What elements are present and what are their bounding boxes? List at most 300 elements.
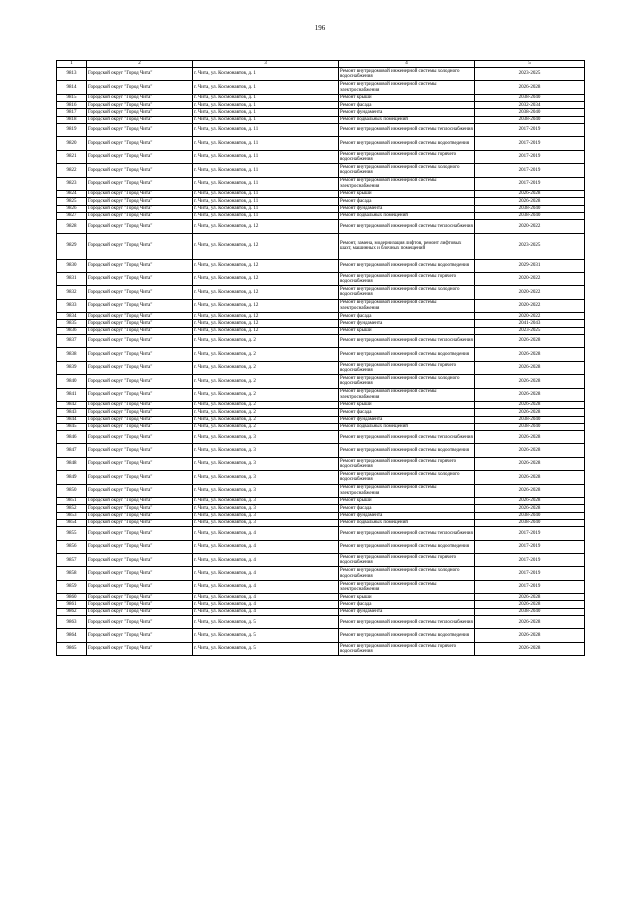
row-number: 9854 [57, 519, 87, 526]
municipality-cell: Городской округ "Город Чита" [87, 642, 193, 655]
row-number: 9848 [57, 457, 87, 470]
address-cell: г. Чита, ул. Космонавтов, д. 4 [193, 608, 339, 615]
period-cell: 2026-2028 [475, 601, 585, 608]
address-cell: г. Чита, ул. Космонавтов, д. 3 [193, 431, 339, 444]
work-type-cell: Ремонт внутридомовой инженерной системы теплоснабжения [339, 527, 475, 540]
work-type-cell: Ремонт внутридомовой инженерной системы теплоснабжения [339, 123, 475, 136]
period-cell: 2038-2040 [475, 608, 585, 615]
municipality-cell: Городской округ "Город Чита" [87, 313, 193, 320]
row-number: 9865 [57, 642, 87, 655]
address-cell: г. Чита, ул. Космонавтов, д. 12 [193, 299, 339, 312]
row-number: 9853 [57, 512, 87, 519]
address-cell: г. Чита, ул. Космонавтов, д. 4 [193, 527, 339, 540]
address-cell: г. Чита, ул. Космонавтов, д. 1 [193, 68, 339, 81]
period-cell: 2017-2019 [475, 123, 585, 136]
period-cell: 2026-2028 [475, 409, 585, 416]
work-type-cell: Ремонт внутридомовой инженерной системы теплоснабжения [339, 334, 475, 347]
address-cell: г. Чита, ул. Космонавтов, д. 1 [193, 116, 339, 123]
address-cell: г. Чита, ул. Космонавтов, д. 11 [193, 177, 339, 190]
municipality-cell: Городской округ "Город Чита" [87, 484, 193, 497]
address-cell: г. Чита, ул. Космонавтов, д. 3 [193, 512, 339, 519]
municipality-cell: Городской округ "Город Чита" [87, 409, 193, 416]
period-cell: 2038-2040 [475, 205, 585, 212]
period-cell: 2020-2022 [475, 299, 585, 312]
address-cell: г. Чита, ул. Космонавтов, д. 12 [193, 233, 339, 259]
work-type-cell: Ремонт фасада [339, 198, 475, 205]
row-number: 9834 [57, 313, 87, 320]
row-number: 9833 [57, 299, 87, 312]
row-number: 9835 [57, 320, 87, 327]
period-cell: 2026-2028 [475, 81, 585, 94]
work-type-cell: Ремонт внутридомовой инженерной системы теплоснабжения [339, 431, 475, 444]
municipality-cell: Городской округ "Город Чита" [87, 116, 193, 123]
row-number: 9852 [57, 505, 87, 512]
municipality-cell: Городской округ "Город Чита" [87, 348, 193, 361]
municipality-cell: Городской округ "Город Чита" [87, 123, 193, 136]
table-row [57, 431, 585, 444]
municipality-cell: Городской округ "Город Чита" [87, 68, 193, 81]
period-cell: 2017-2019 [475, 554, 585, 567]
work-type-cell: Ремонт внутридомовой инженерной системы электроснабжения [339, 388, 475, 401]
table-body [57, 68, 585, 656]
address-cell: г. Чита, ул. Космонавтов, д. 5 [193, 629, 339, 642]
address-cell: г. Чита, ул. Космонавтов, д. 2 [193, 416, 339, 423]
municipality-cell: Городской округ "Город Чита" [87, 299, 193, 312]
address-cell: г. Чита, ул. Космонавтов, д. 2 [193, 401, 339, 408]
row-number: 9818 [57, 116, 87, 123]
work-type-cell: Ремонт внутридомовой инженерной системы электроснабжения [339, 484, 475, 497]
table-row [57, 164, 585, 177]
work-type-cell: Ремонт внутридомовой инженерной системы холодного водоснабжения [339, 471, 475, 484]
work-type-cell: Ремонт подвальных помещений [339, 212, 475, 219]
period-cell: 2026-2028 [475, 361, 585, 374]
row-number: 9839 [57, 361, 87, 374]
row-number: 9857 [57, 554, 87, 567]
municipality-cell: Городской округ "Город Чита" [87, 567, 193, 580]
period-cell: 2020-2022 [475, 272, 585, 285]
period-cell: 2017-2019 [475, 580, 585, 593]
work-type-cell: Ремонт внутридомовой инженерной системы водоотведения [339, 137, 475, 150]
table-row [57, 601, 585, 608]
table-header-row [57, 61, 585, 68]
work-type-cell: Ремонт внутридомовой инженерной системы горячего водоснабжения [339, 361, 475, 374]
table-row [57, 327, 585, 334]
address-cell: г. Чита, ул. Космонавтов, д. 4 [193, 540, 339, 553]
period-cell: 2038-2040 [475, 212, 585, 219]
period-cell: 2017-2019 [475, 567, 585, 580]
table-row [57, 286, 585, 299]
period-cell: 2026-2028 [475, 388, 585, 401]
period-cell: 2038-2040 [475, 109, 585, 116]
municipality-cell: Городской округ "Город Чита" [87, 629, 193, 642]
address-cell: г. Чита, ул. Космонавтов, д. 1 [193, 109, 339, 116]
row-number: 9846 [57, 431, 87, 444]
row-number: 9819 [57, 123, 87, 136]
table-row [57, 512, 585, 519]
table-row [57, 580, 585, 593]
municipality-cell: Городской округ "Город Чита" [87, 286, 193, 299]
row-number: 9845 [57, 423, 87, 430]
work-type-cell: Ремонт внутридомовой инженерной системы холодного водоснабжения [339, 68, 475, 81]
row-number: 9850 [57, 484, 87, 497]
address-cell: г. Чита, ул. Космонавтов, д. 2 [193, 409, 339, 416]
repair-schedule-table [56, 60, 585, 656]
address-cell: г. Чита, ул. Космонавтов, д. 12 [193, 220, 339, 233]
period-cell: 2038-2040 [475, 519, 585, 526]
table-row [57, 116, 585, 123]
work-type-cell: Ремонт внутридомовой инженерной системы холодного водоснабжения [339, 286, 475, 299]
table-row [57, 423, 585, 430]
period-cell: 2017-2019 [475, 527, 585, 540]
table-row [57, 484, 585, 497]
address-cell: г. Чита, ул. Космонавтов, д. 2 [193, 348, 339, 361]
work-type-cell: Ремонт внутридомовой инженерной системы холодного водоснабжения [339, 567, 475, 580]
row-number: 9856 [57, 540, 87, 553]
period-cell: 2023-2025 [475, 68, 585, 81]
work-type-cell: Ремонт внутридомовой инженерной системы горячего водоснабжения [339, 457, 475, 470]
work-type-cell: Ремонт внутридомовой инженерной системы водоотведения [339, 259, 475, 272]
municipality-cell: Городской округ "Город Чита" [87, 505, 193, 512]
header-col-4: 4 [339, 61, 475, 68]
work-type-cell: Ремонт внутридомовой инженерной системы теплоснабжения [339, 220, 475, 233]
work-type-cell: Ремонт подвальных помещений [339, 423, 475, 430]
address-cell: г. Чита, ул. Космонавтов, д. 12 [193, 272, 339, 285]
period-cell: 2038-2040 [475, 512, 585, 519]
period-cell: 2017-2019 [475, 137, 585, 150]
period-cell: 2026-2028 [475, 348, 585, 361]
row-number: 9836 [57, 327, 87, 334]
municipality-cell: Городской округ "Город Чита" [87, 471, 193, 484]
period-cell: 2026-2028 [475, 401, 585, 408]
table-row [57, 205, 585, 212]
work-type-cell: Ремонт внутридомовой инженерной системы электроснабжения [339, 580, 475, 593]
row-number: 9842 [57, 401, 87, 408]
table-row [57, 375, 585, 388]
municipality-cell: Городской округ "Город Чита" [87, 416, 193, 423]
municipality-cell: Городской округ "Город Чита" [87, 608, 193, 615]
row-number: 9837 [57, 334, 87, 347]
table-row [57, 629, 585, 642]
table-row [57, 212, 585, 219]
table-row [57, 313, 585, 320]
period-cell: 2038-2040 [475, 423, 585, 430]
municipality-cell: Городской округ "Город Чита" [87, 327, 193, 334]
municipality-cell: Городской округ "Город Чита" [87, 81, 193, 94]
address-cell: г. Чита, ул. Космонавтов, д. 12 [193, 259, 339, 272]
address-cell: г. Чита, ул. Космонавтов, д. 1 [193, 81, 339, 94]
table-row [57, 361, 585, 374]
work-type-cell: Ремонт внутридомовой инженерной системы водоотведения [339, 444, 475, 457]
row-number: 9851 [57, 498, 87, 505]
row-number: 9823 [57, 177, 87, 190]
municipality-cell: Городской округ "Город Чита" [87, 498, 193, 505]
address-cell: г. Чита, ул. Космонавтов, д. 3 [193, 457, 339, 470]
municipality-cell: Городской округ "Город Чита" [87, 205, 193, 212]
row-number: 9830 [57, 259, 87, 272]
period-cell: 2017-2019 [475, 150, 585, 163]
work-type-cell: Ремонт крыши [339, 94, 475, 101]
address-cell: г. Чита, ул. Космонавтов, д. 11 [193, 205, 339, 212]
period-cell: 2026-2028 [475, 431, 585, 444]
table-row [57, 198, 585, 205]
work-type-cell: Ремонт внутридомовой инженерной системы теплоснабжения [339, 616, 475, 629]
period-cell: 2026-2028 [475, 471, 585, 484]
table-row [57, 616, 585, 629]
work-type-cell: Ремонт фасада [339, 505, 475, 512]
municipality-cell: Городской округ "Город Чита" [87, 519, 193, 526]
table-row [57, 334, 585, 347]
table-row [57, 527, 585, 540]
row-number: 9825 [57, 198, 87, 205]
work-type-cell: Ремонт внутридомовой инженерной системы электроснабжения [339, 81, 475, 94]
work-type-cell: Ремонт внутридомовой инженерной системы холодного водоснабжения [339, 375, 475, 388]
header-col-2: 2 [87, 61, 193, 68]
work-type-cell: Ремонт крыши [339, 190, 475, 197]
period-cell: 2029-2031 [475, 259, 585, 272]
work-type-cell: Ремонт фундамента [339, 320, 475, 327]
address-cell: г. Чита, ул. Космонавтов, д. 11 [193, 212, 339, 219]
address-cell: г. Чита, ул. Космонавтов, д. 12 [193, 286, 339, 299]
address-cell: г. Чита, ул. Космонавтов, д. 2 [193, 388, 339, 401]
municipality-cell: Городской округ "Город Чита" [87, 388, 193, 401]
table-row [57, 388, 585, 401]
row-number: 9859 [57, 580, 87, 593]
municipality-cell: Городской округ "Город Чита" [87, 457, 193, 470]
period-cell: 2026-2028 [475, 505, 585, 512]
table-row [57, 401, 585, 408]
period-cell: 2026-2028 [475, 629, 585, 642]
work-type-cell: Ремонт фундамента [339, 608, 475, 615]
work-type-cell: Ремонт внутридомовой инженерной системы горячего водоснабжения [339, 272, 475, 285]
municipality-cell: Городской округ "Город Чита" [87, 527, 193, 540]
municipality-cell: Городской округ "Город Чита" [87, 102, 193, 109]
table-row [57, 554, 585, 567]
row-number: 9814 [57, 81, 87, 94]
row-number: 9817 [57, 109, 87, 116]
address-cell: г. Чита, ул. Космонавтов, д. 1 [193, 94, 339, 101]
table-row [57, 348, 585, 361]
address-cell: г. Чита, ул. Космонавтов, д. 4 [193, 594, 339, 601]
table-row [57, 299, 585, 312]
period-cell: 2038-2040 [475, 94, 585, 101]
address-cell: г. Чита, ул. Космонавтов, д. 11 [193, 164, 339, 177]
row-number: 9816 [57, 102, 87, 109]
row-number: 9860 [57, 594, 87, 601]
period-cell: 2026-2028 [475, 444, 585, 457]
row-number: 9847 [57, 444, 87, 457]
period-cell: 2026-2028 [475, 334, 585, 347]
row-number: 9831 [57, 272, 87, 285]
period-cell: 2038-2040 [475, 116, 585, 123]
municipality-cell: Городской округ "Город Чита" [87, 259, 193, 272]
period-cell: 2038-2040 [475, 416, 585, 423]
row-number: 9849 [57, 471, 87, 484]
municipality-cell: Городской округ "Город Чита" [87, 401, 193, 408]
work-type-cell: Ремонт внутридомовой инженерной системы горячего водоснабжения [339, 150, 475, 163]
table-row [57, 233, 585, 259]
table-row [57, 259, 585, 272]
work-type-cell: Ремонт внутридомовой инженерной системы электроснабжения [339, 177, 475, 190]
work-type-cell: Ремонт внутридомовой инженерной системы водоотведения [339, 540, 475, 553]
municipality-cell: Городской округ "Город Чита" [87, 601, 193, 608]
municipality-cell: Городской округ "Город Чита" [87, 594, 193, 601]
municipality-cell: Городской округ "Город Чита" [87, 361, 193, 374]
period-cell: 2017-2019 [475, 540, 585, 553]
work-type-cell: Ремонт внутридомовой инженерной системы электроснабжения [339, 299, 475, 312]
municipality-cell: Городской округ "Город Чита" [87, 177, 193, 190]
period-cell: 2026-2028 [475, 594, 585, 601]
work-type-cell: Ремонт фасада [339, 313, 475, 320]
period-cell: 2020-2022 [475, 313, 585, 320]
table-row [57, 320, 585, 327]
row-number: 9820 [57, 137, 87, 150]
period-cell: 2041-2043 [475, 320, 585, 327]
table-row [57, 594, 585, 601]
address-cell: г. Чита, ул. Космонавтов, д. 11 [193, 137, 339, 150]
table-row [57, 109, 585, 116]
municipality-cell: Городской округ "Город Чита" [87, 150, 193, 163]
row-number: 9813 [57, 68, 87, 81]
municipality-cell: Городской округ "Город Чита" [87, 444, 193, 457]
work-type-cell: Ремонт фундамента [339, 109, 475, 116]
work-type-cell: Ремонт фундамента [339, 416, 475, 423]
municipality-cell: Городской округ "Город Чита" [87, 616, 193, 629]
header-col-3: 3 [193, 61, 339, 68]
table-row [57, 567, 585, 580]
address-cell: г. Чита, ул. Космонавтов, д. 11 [193, 150, 339, 163]
row-number: 9828 [57, 220, 87, 233]
address-cell: г. Чита, ул. Космонавтов, д. 2 [193, 423, 339, 430]
municipality-cell: Городской округ "Город Чита" [87, 334, 193, 347]
municipality-cell: Городской округ "Город Чита" [87, 320, 193, 327]
table-row [57, 505, 585, 512]
address-cell: г. Чита, ул. Космонавтов, д. 1 [193, 102, 339, 109]
row-number: 9841 [57, 388, 87, 401]
row-number: 9844 [57, 416, 87, 423]
work-type-cell: Ремонт фасада [339, 102, 475, 109]
table-row [57, 81, 585, 94]
municipality-cell: Городской округ "Город Чита" [87, 109, 193, 116]
work-type-cell: Ремонт фасада [339, 601, 475, 608]
work-type-cell: Ремонт фундамента [339, 205, 475, 212]
period-cell: 2023-2025 [475, 233, 585, 259]
address-cell: г. Чита, ул. Космонавтов, д. 12 [193, 320, 339, 327]
table-row [57, 409, 585, 416]
work-type-cell: Ремонт внутридомовой инженерной системы водоотведения [339, 629, 475, 642]
address-cell: г. Чита, ул. Космонавтов, д. 4 [193, 580, 339, 593]
table-row [57, 642, 585, 655]
municipality-cell: Городской округ "Город Чита" [87, 94, 193, 101]
row-number: 9863 [57, 616, 87, 629]
municipality-cell: Городской округ "Город Чита" [87, 212, 193, 219]
municipality-cell: Городской округ "Город Чита" [87, 512, 193, 519]
address-cell: г. Чита, ул. Космонавтов, д. 3 [193, 498, 339, 505]
table-row [57, 102, 585, 109]
work-type-cell: Ремонт внутридомовой инженерной системы водоотведения [339, 348, 475, 361]
row-number: 9861 [57, 601, 87, 608]
period-cell: 2023-2025 [475, 327, 585, 334]
row-number: 9840 [57, 375, 87, 388]
row-number: 9864 [57, 629, 87, 642]
period-cell: 2026-2028 [475, 616, 585, 629]
address-cell: г. Чита, ул. Космонавтов, д. 2 [193, 334, 339, 347]
period-cell: 2026-2028 [475, 190, 585, 197]
address-cell: г. Чита, ул. Космонавтов, д. 3 [193, 484, 339, 497]
address-cell: г. Чита, ул. Космонавтов, д. 5 [193, 616, 339, 629]
address-cell: г. Чита, ул. Космонавтов, д. 11 [193, 123, 339, 136]
work-type-cell: Ремонт фундамента [339, 512, 475, 519]
municipality-cell: Городской округ "Город Чита" [87, 554, 193, 567]
address-cell: г. Чита, ул. Космонавтов, д. 5 [193, 642, 339, 655]
municipality-cell: Городской округ "Город Чита" [87, 198, 193, 205]
header-col-1: 1 [57, 61, 87, 68]
work-type-cell: Ремонт крыши [339, 498, 475, 505]
municipality-cell: Городской округ "Город Чита" [87, 580, 193, 593]
address-cell: г. Чита, ул. Космонавтов, д. 3 [193, 444, 339, 457]
address-cell: г. Чита, ул. Космонавтов, д. 11 [193, 198, 339, 205]
period-cell: 2017-2019 [475, 164, 585, 177]
municipality-cell: Городской округ "Город Чита" [87, 272, 193, 285]
period-cell: 2020-2022 [475, 286, 585, 299]
address-cell: г. Чита, ул. Космонавтов, д. 4 [193, 567, 339, 580]
table-row [57, 519, 585, 526]
period-cell: 2017-2019 [475, 177, 585, 190]
address-cell: г. Чита, ул. Космонавтов, д. 2 [193, 375, 339, 388]
period-cell: 2020-2022 [475, 220, 585, 233]
row-number: 9822 [57, 164, 87, 177]
address-cell: г. Чита, ул. Космонавтов, д. 2 [193, 361, 339, 374]
table-row [57, 220, 585, 233]
row-number: 9855 [57, 527, 87, 540]
address-cell: г. Чита, ул. Космонавтов, д. 3 [193, 471, 339, 484]
municipality-cell: Городской округ "Город Чита" [87, 375, 193, 388]
period-cell: 2026-2028 [475, 457, 585, 470]
table-row [57, 68, 585, 81]
period-cell: 2026-2028 [475, 484, 585, 497]
address-cell: г. Чита, ул. Космонавтов, д. 4 [193, 601, 339, 608]
table-row [57, 137, 585, 150]
row-number: 9815 [57, 94, 87, 101]
row-number: 9838 [57, 348, 87, 361]
municipality-cell: Городской округ "Город Чита" [87, 431, 193, 444]
municipality-cell: Городской округ "Город Чита" [87, 137, 193, 150]
work-type-cell: Ремонт крыши [339, 401, 475, 408]
work-type-cell: Ремонт внутридомовой инженерной системы горячего водоснабжения [339, 642, 475, 655]
work-type-cell: Ремонт крыши [339, 594, 475, 601]
table-row [57, 190, 585, 197]
work-type-cell: Ремонт фасада [339, 409, 475, 416]
work-type-cell: Ремонт подвальных помещений [339, 519, 475, 526]
row-number: 9843 [57, 409, 87, 416]
row-number: 9862 [57, 608, 87, 615]
row-number: 9827 [57, 212, 87, 219]
period-cell: 2026-2028 [475, 198, 585, 205]
table-row [57, 94, 585, 101]
table-row [57, 272, 585, 285]
table-row [57, 471, 585, 484]
row-number: 9858 [57, 567, 87, 580]
address-cell: г. Чита, ул. Космонавтов, д. 12 [193, 327, 339, 334]
table-row [57, 608, 585, 615]
address-cell: г. Чита, ул. Космонавтов, д. 4 [193, 554, 339, 567]
row-number: 9829 [57, 233, 87, 259]
work-type-cell: Ремонт внутридомовой инженерной системы холодного водоснабжения [339, 164, 475, 177]
address-cell: г. Чита, ул. Космонавтов, д. 11 [193, 190, 339, 197]
work-type-cell: Ремонт крыши [339, 327, 475, 334]
municipality-cell: Городской округ "Город Чита" [87, 190, 193, 197]
address-cell: г. Чита, ул. Космонавтов, д. 12 [193, 313, 339, 320]
table-row [57, 444, 585, 457]
